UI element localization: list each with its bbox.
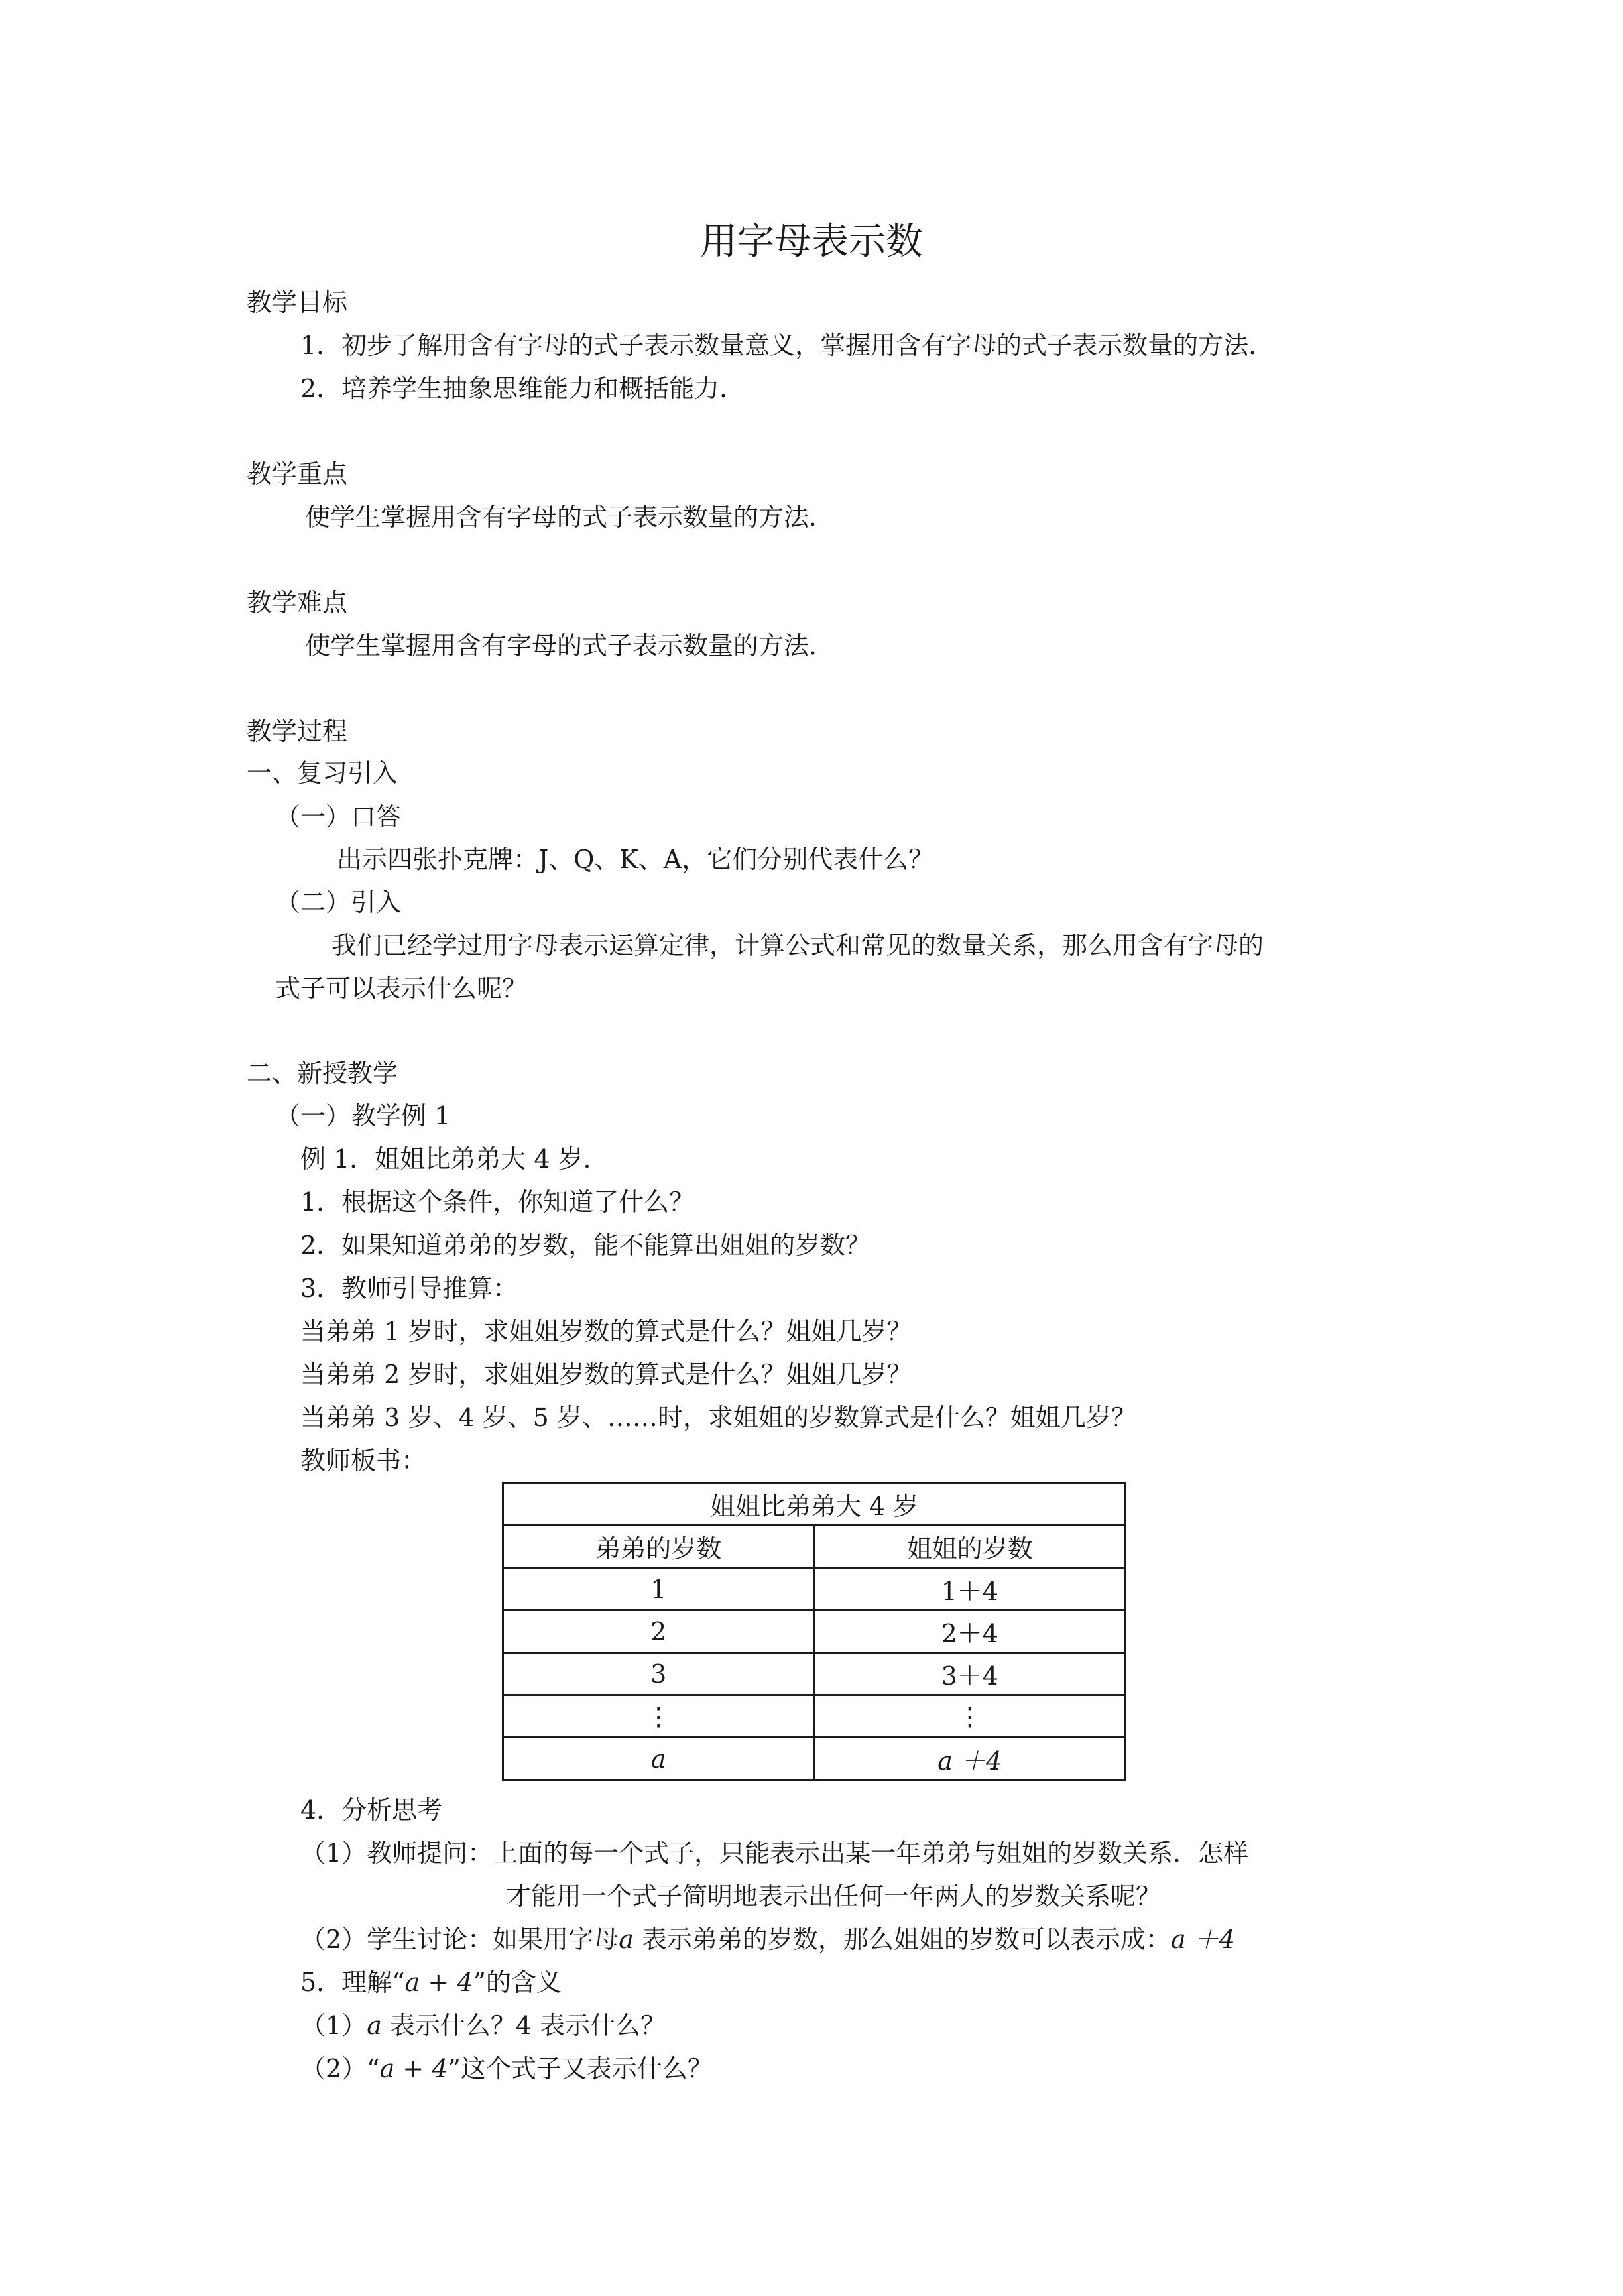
table-row	[503, 1568, 1126, 1610]
section2-heading: 二、新授教学	[247, 1059, 398, 1088]
table-cell: a	[503, 1738, 815, 1780]
example-1: 例 1．姐姐比弟弟大 4 岁．	[300, 1144, 609, 1174]
understand-p1-var: a	[367, 2011, 382, 2040]
table-cell: a ＋4	[814, 1738, 1126, 1780]
table-cell: 1＋4	[814, 1568, 1126, 1610]
understand-p1-pre: （1）	[300, 2011, 367, 2040]
table-cell: 3＋4	[814, 1653, 1126, 1695]
table-cell: 2＋4	[814, 1610, 1126, 1653]
question-1: 1．根据这个条件，你知道了什么？	[300, 1187, 695, 1217]
table-caption-row	[503, 1483, 1126, 1526]
analysis-heading: 4．分析思考	[300, 1795, 443, 1825]
table-row	[503, 1653, 1126, 1695]
question-2: 2．如果知道弟弟的岁数，能不能算出姐姐的岁数？	[300, 1231, 871, 1260]
section1-sub2-text-2: 式子可以表示什么呢？	[275, 974, 528, 1003]
understand-heading-expr: a + 4	[404, 1968, 473, 1997]
understand-heading-post: ”的含义	[473, 1968, 562, 1997]
analysis-p2-pre: （2）学生讨论：如果用字母	[300, 1925, 619, 1954]
case-2: 当弟弟 2 岁时，求姐姐岁数的算式是什么？姐姐几岁？	[300, 1360, 912, 1389]
table-header-brother: 弟弟的岁数	[503, 1526, 815, 1568]
section2-sub1: （一）教学例 1	[275, 1101, 451, 1130]
table-cell: ⋮	[503, 1695, 815, 1738]
table-cell: ⋮	[814, 1695, 1126, 1738]
objective-item-2: 2．培养学生抽象思维能力和概括能力．	[300, 374, 745, 403]
difficulty-text: 使学生掌握用含有字母的式子表示数量的方法．	[305, 631, 835, 660]
table-header-sister: 姐姐的岁数	[814, 1526, 1126, 1568]
understand-p2-pre: （2）“	[300, 2054, 380, 2083]
board-table	[502, 1482, 1126, 1781]
key-point-text: 使学生掌握用含有字母的式子表示数量的方法．	[305, 503, 835, 532]
table-cell: 1	[503, 1568, 815, 1610]
analysis-p2-mid: 表示弟弟的岁数，那么姐姐的岁数可以表示成：	[633, 1925, 1171, 1954]
objective-item-1: 1．初步了解用含有字母的式子表示数量意义，掌握用含有字母的式子表示数量的方法．	[300, 331, 1274, 360]
table-row	[503, 1610, 1126, 1653]
difficulty-heading: 教学难点	[247, 588, 348, 617]
analysis-p2	[300, 1924, 1235, 1955]
section1-sub1-text: 出示四张扑克牌：J、Q、K、A，它们分别代表什么？	[337, 845, 934, 874]
understand-p1-post: 表示什么？4 表示什么？	[381, 2011, 666, 2040]
section1-sub1: （一）口答	[275, 802, 402, 831]
section1-heading: 一、复习引入	[247, 758, 398, 788]
understand-p2-expr: a + 4	[379, 2054, 448, 2083]
understand-p2	[300, 2053, 713, 2084]
analysis-p2-expr: a ＋4	[1170, 1925, 1235, 1954]
page-title: 用字母表示数	[700, 220, 923, 263]
table-cell: 2	[503, 1610, 815, 1653]
question-3: 3．教师引导推算：	[300, 1274, 518, 1303]
understand-p1	[300, 2010, 666, 2041]
table-row	[503, 1738, 1126, 1780]
case-1: 当弟弟 1 岁时，求姐姐岁数的算式是什么？姐姐几岁？	[300, 1317, 912, 1346]
table-header-row	[503, 1526, 1126, 1568]
case-3: 当弟弟 3 岁、4 岁、5 岁、……时，求姐姐的岁数算式是什么？姐姐几岁？	[300, 1403, 1136, 1432]
section1-sub2: （二）引入	[275, 888, 402, 917]
table-cell: 3	[503, 1653, 815, 1695]
understand-heading	[300, 1967, 562, 1998]
key-point-heading: 教学重点	[247, 459, 348, 489]
analysis-p1-a: （1）教师提问：上面的每一个式子，只能表示出某一年弟弟与姐姐的岁数关系．怎样	[300, 1839, 1249, 1868]
process-heading: 教学过程	[247, 717, 348, 746]
analysis-p1-b: 才能用一个式子简明地表示出任何一年两人的岁数关系呢？	[506, 1882, 1162, 1911]
objectives-heading: 教学目标	[247, 288, 348, 317]
board-label: 教师板书：	[300, 1446, 427, 1475]
table-row	[503, 1695, 1126, 1738]
analysis-p2-var: a	[619, 1925, 634, 1954]
understand-p2-post: ”这个式子又表示什么？	[448, 2054, 713, 2083]
understand-heading-pre: 5．理解“	[300, 1968, 405, 1997]
table-caption: 姐姐比弟弟大 4 岁	[503, 1483, 1126, 1526]
section1-sub2-text-1: 我们已经学过用字母表示运算定律，计算公式和常见的数量关系，那么用含有字母的	[331, 931, 1264, 960]
